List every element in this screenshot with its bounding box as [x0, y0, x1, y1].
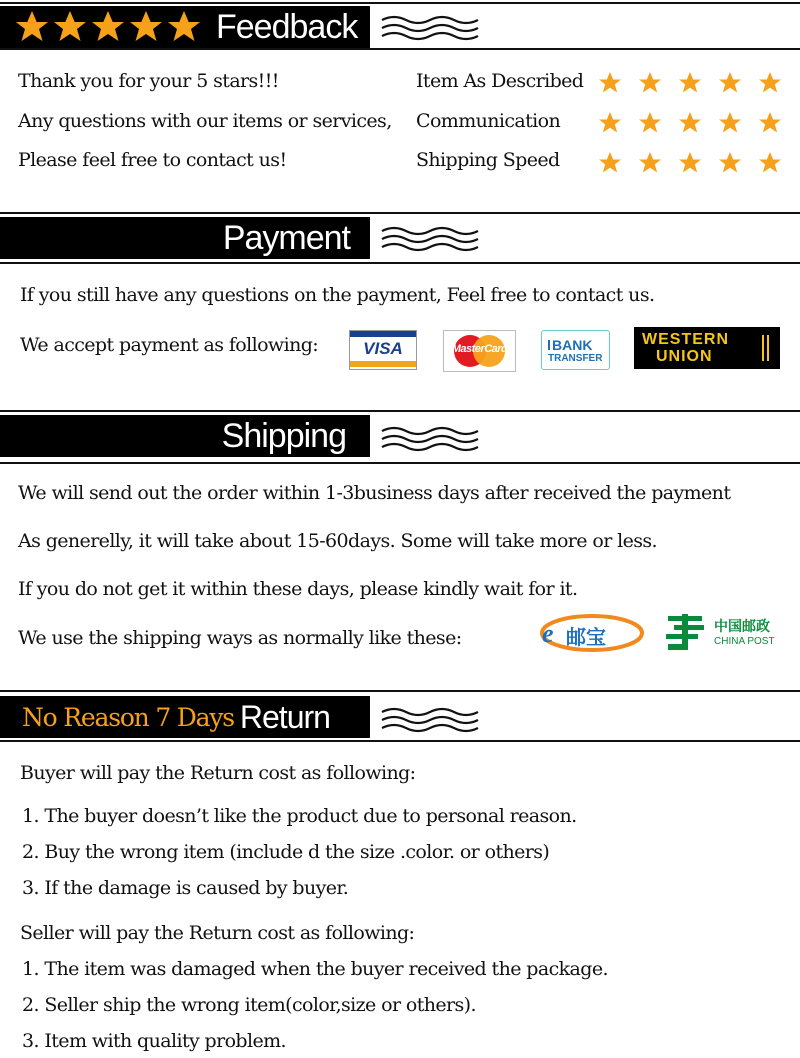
seller-item: 1. The item was damaged when the buyer received the package. [22, 958, 608, 980]
star-icon [639, 152, 661, 173]
star-icon [719, 152, 741, 173]
payment-title: Payment [222, 218, 350, 257]
wave-decoration-icon [380, 14, 480, 42]
star-icon [759, 112, 781, 133]
payment-top-rule [0, 212, 800, 214]
payment-line: If you still have any questions on the payment, Feel free to contact us. [20, 284, 655, 306]
epacket-text: 邮宝 [566, 625, 606, 649]
rating-label-shipping: Shipping Speed [416, 149, 560, 171]
buyer-item: 2. Buy the wrong item (include d the size .color. or others) [22, 841, 550, 863]
star-icon [679, 152, 701, 173]
china-post-cn-text: 中国邮政 [714, 619, 770, 635]
shipping-title: Shipping [221, 416, 346, 455]
wu-top-text: WESTERN [642, 331, 729, 348]
payment-rule [0, 262, 800, 264]
feedback-header [0, 6, 370, 48]
buyer-item: 1. The buyer doesn’t like the product due to personal reason. [22, 805, 577, 827]
star-icon [599, 112, 621, 133]
star-icon [639, 112, 661, 133]
visa-text: VISA [363, 339, 403, 358]
feedback-line: Please feel free to contact us! [18, 149, 287, 171]
payment-line: We accept payment as following: [20, 334, 319, 356]
seller-item: 3. Item with quality problem. [22, 1030, 286, 1052]
star-icon [719, 72, 741, 93]
bank-transfer-logo [541, 330, 610, 370]
header-stars-icon [14, 9, 214, 45]
rating-stars [590, 66, 790, 186]
star-icon [759, 72, 781, 93]
svg-text:e: e [542, 619, 554, 648]
shipping-line: We will send out the order within 1-3business days after received the payment [18, 482, 731, 504]
mastercard-text: MasterCard [451, 343, 508, 355]
transfer-text: TRANSFER [548, 353, 603, 364]
wu-bottom-text: UNION [656, 348, 713, 365]
feedback-line: Thank you for your 5 stars!!! [18, 70, 279, 92]
feedback-title: Feedback [216, 7, 358, 46]
star-icon [719, 112, 741, 133]
epacket-logo [538, 610, 646, 656]
return-rule [0, 740, 800, 742]
feedback-rule [0, 48, 800, 50]
return-title-highlight: No Reason 7 Days [22, 702, 234, 732]
china-post-emblem-icon [664, 610, 708, 654]
payment-header [0, 217, 370, 259]
wave-decoration-icon [380, 225, 480, 253]
wave-decoration-icon [380, 706, 480, 734]
return-title: Return [239, 698, 330, 735]
feedback-line: Any questions with our items or services, [18, 110, 392, 132]
visa-logo [349, 330, 417, 370]
rating-label-communication: Communication [416, 110, 561, 132]
buyer-heading: Buyer will pay the Return cost as following: [20, 762, 416, 784]
shipping-rule [0, 462, 800, 464]
star-icon [639, 72, 661, 93]
shipping-line: As generelly, it will take about 15-60days. Some will take more or less. [18, 530, 657, 552]
china-post-en-text: CHINA POST [714, 636, 775, 647]
star-icon [599, 72, 621, 93]
seller-heading: Seller will pay the Return cost as following: [20, 922, 415, 944]
bank-text: BANK [552, 337, 593, 353]
star-icon [679, 72, 701, 93]
china-post-logo [664, 610, 788, 656]
shipping-line: We use the shipping ways as normally like these: [18, 627, 462, 649]
top-rule [0, 2, 800, 4]
return-header [0, 696, 370, 738]
star-icon [599, 152, 621, 173]
shipping-line: If you do not get it within these days, please kindly wait for it. [18, 578, 578, 600]
shipping-top-rule [0, 410, 800, 412]
star-icon [759, 152, 781, 173]
western-union-logo [634, 327, 780, 369]
seller-item: 2. Seller ship the wrong item(color,size or others). [22, 994, 476, 1016]
shipping-header [0, 415, 370, 457]
mastercard-logo [443, 330, 516, 372]
buyer-item: 3. If the damage is caused by buyer. [22, 877, 349, 899]
wave-decoration-icon [380, 425, 480, 453]
rating-label-item: Item As Described [416, 70, 584, 92]
star-icon [679, 112, 701, 133]
return-top-rule [0, 690, 800, 692]
